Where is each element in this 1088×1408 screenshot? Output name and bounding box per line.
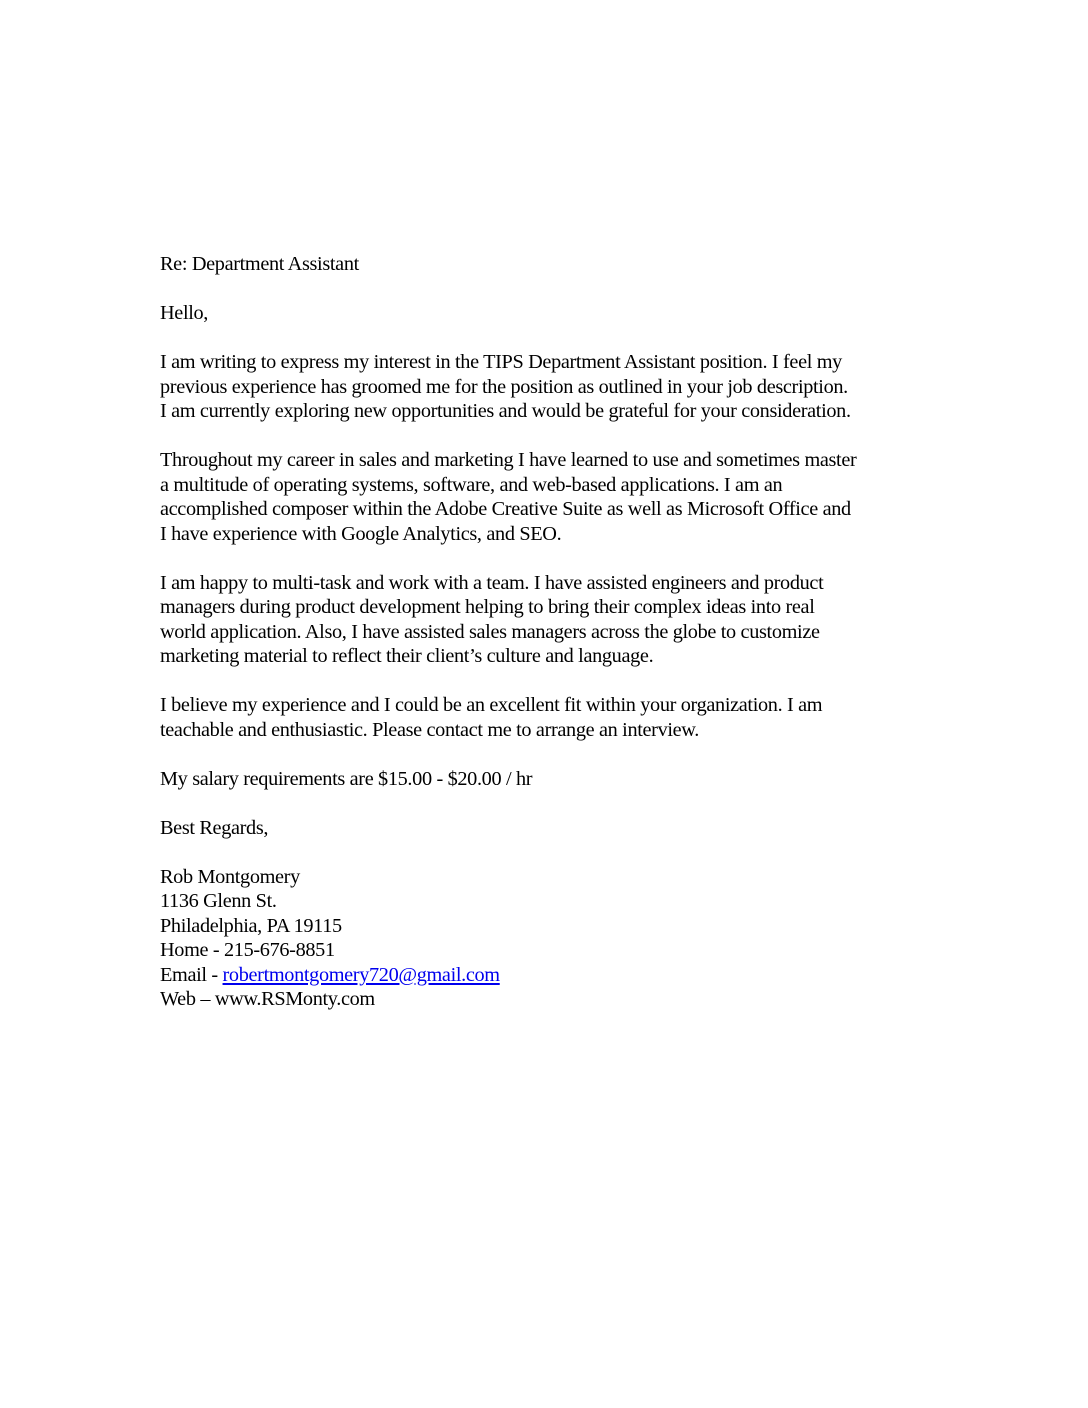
letter-body <box>160 252 960 1012</box>
greeting <box>160 301 960 326</box>
signature-phone-line <box>160 938 960 963</box>
signature-name: Rob Montgomery <box>160 865 300 888</box>
paragraph-line: world application. Also, I have assisted sales managers across the globe to customize <box>160 620 820 643</box>
signature-city: Philadelphia, PA 19115 <box>160 914 342 937</box>
paragraph-line: I am happy to multi-task and work with a team. I have assisted engineers and product <box>160 571 824 594</box>
paragraph-teamwork <box>160 571 960 669</box>
paragraph-line: I am currently exploring new opportunities and would be grateful for your consideration. <box>160 400 851 422</box>
paragraph-experience <box>160 448 960 546</box>
subject-text: Re: Department Assistant <box>160 253 359 275</box>
email-label: Email - <box>160 963 223 986</box>
paragraph-line: a multitude of operating systems, software, and web-based applications. I am an <box>160 473 783 496</box>
subject-line <box>160 252 960 277</box>
paragraph-line: teachable and enthusiastic. Please contact me to arrange an interview. <box>160 718 699 741</box>
signature-web-line <box>160 987 960 1012</box>
signature-email-line <box>160 963 960 988</box>
signature-street: 1136 Glenn St. <box>160 890 277 912</box>
paragraph-line: I believe my experience and I could be an excellent fit within your organization. I am <box>160 694 823 716</box>
greeting-text: Hello, <box>160 302 209 324</box>
paragraph-line: previous experience has groomed me for the position as outlined in your job description. <box>160 375 848 398</box>
paragraph-line: managers during product development helping to bring their complex ideas into real <box>160 596 815 618</box>
web-address: www.RSMonty.com <box>214 988 375 1010</box>
salary-requirements <box>160 767 960 792</box>
paragraph-line: I am writing to express my interest in the TIPS Department Assistant position. I feel my <box>160 351 842 373</box>
closing <box>160 816 960 841</box>
phone-number: 215-676-8851 <box>224 939 335 961</box>
signature-block <box>160 865 960 1012</box>
email-link[interactable]: robertmontgomery720@gmail.com <box>222 963 500 986</box>
salary-text: My salary requirements are $15.00 - $20.00 / hr <box>160 767 533 790</box>
paragraph-line: marketing material to reflect their client’s culture and language. <box>160 645 654 667</box>
paragraph-line: I have experience with Google Analytics, and SEO. <box>160 522 562 545</box>
paragraph-line: accomplished composer within the Adobe Creative Suite as well as Microsoft Office and <box>160 498 851 520</box>
paragraph-fit <box>160 693 960 742</box>
phone-label: Home - <box>160 939 225 961</box>
paragraph-line: Throughout my career in sales and marketing I have learned to use and sometimes master <box>160 449 857 471</box>
web-label: Web – <box>160 988 215 1010</box>
closing-text: Best Regards, <box>160 816 269 839</box>
paragraph-interest <box>160 350 960 424</box>
